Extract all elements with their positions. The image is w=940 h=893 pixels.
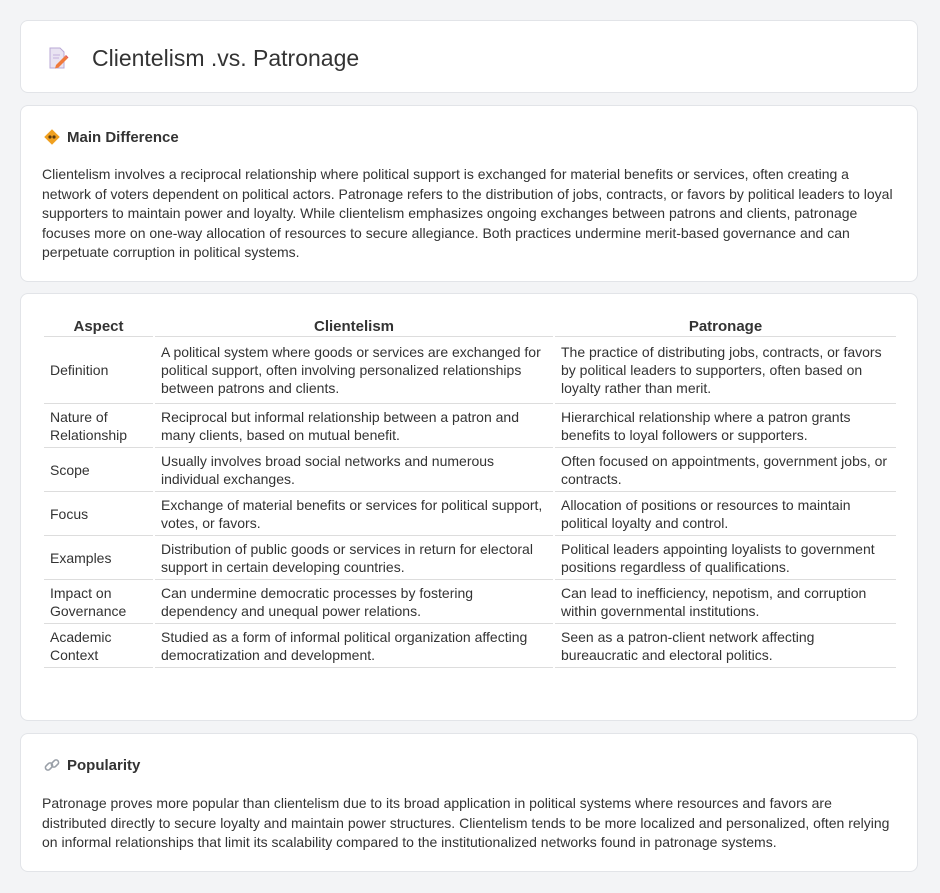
comparison-table-section <box>20 293 918 721</box>
diamond-badge-icon <box>43 128 61 146</box>
patronage-cell: Often focused on appointments, government jobs, or contracts. <box>555 448 896 492</box>
popularity-text: Patronage proves more popular than clientelism due to its broad application in political systems where resources and favors are distributed directly to secure loyalty and maintain power structures. Clientelism tends to be more localized and personalized, often relying on informal relationships that limit its scalability compared to the institutionalized networks found in patronage systems. <box>42 795 890 850</box>
clientelism-cell: Reciprocal but informal relationship between a patron and many clients, based on mutual benefit. <box>155 404 553 448</box>
main-difference-text: Clientelism involves a reciprocal relationship where political support is exchanged for material benefits or services, often creating a network of voters dependent on political actors. Patronage refers to the distribution of jobs, contracts, or favors by political leaders to loyal supporters to maintain power and loyalty. While clientelism emphasizes ongoing exchanges between patrons and clients, patronage focuses more on one-way allocation of resources to secure allegiance. Both practices undermine merit-based governance and can perpetuate corruption in political systems. <box>42 166 893 260</box>
aspect-cell: Examples <box>44 536 153 580</box>
aspect-cell: Academic Context <box>44 624 153 668</box>
popularity-section <box>20 733 918 872</box>
clientelism-cell: Studied as a form of informal political organization affecting democratization and development. <box>155 624 553 668</box>
patronage-cell: Seen as a patron-client network affecting bureaucratic and electoral politics. <box>555 624 896 668</box>
patronage-cell: Can lead to inefficiency, nepotism, and corruption within governmental institutions. <box>555 580 896 624</box>
table-row <box>44 536 896 580</box>
table-row <box>44 337 896 404</box>
aspect-cell: Definition <box>44 337 153 404</box>
title-card <box>20 20 918 93</box>
main-difference-heading: Main Difference <box>67 128 179 146</box>
popularity-heading: Popularity <box>67 756 141 774</box>
aspect-cell: Focus <box>44 492 153 536</box>
patronage-cell: Hierarchical relationship where a patron grants benefits to loyal followers or supporters. <box>555 404 896 448</box>
clientelism-cell: Distribution of public goods or services in return for electoral support in certain developing countries. <box>155 536 553 580</box>
clientelism-cell: A political system where goods or services are exchanged for political support, often involving personalized relationships between patrons and clients. <box>155 337 553 404</box>
table-row <box>44 492 896 536</box>
header-aspect: Aspect <box>44 315 153 337</box>
patronage-cell: Political leaders appointing loyalists to government positions regardless of qualifications. <box>555 536 896 580</box>
page-title: Clientelism .vs. Patronage <box>92 45 360 71</box>
header-clientelism: Clientelism <box>155 315 553 337</box>
aspect-cell: Impact on Governance <box>44 580 153 624</box>
table-row <box>44 404 896 448</box>
aspect-cell: Scope <box>44 448 153 492</box>
document-pencil-icon <box>47 46 69 70</box>
clientelism-cell: Usually involves broad social networks and numerous individual exchanges. <box>155 448 553 492</box>
clientelism-cell: Exchange of material benefits or services for political support, votes, or favors. <box>155 492 553 536</box>
patronage-cell: Allocation of positions or resources to maintain political loyalty and control. <box>555 492 896 536</box>
table-row <box>44 580 896 624</box>
patronage-cell: The practice of distributing jobs, contracts, or favors by political leaders to supporters, often based on loyalty rather than merit. <box>555 337 896 404</box>
table-header-row <box>44 315 896 337</box>
table-row <box>44 624 896 668</box>
comparison-table <box>42 315 898 668</box>
link-icon <box>43 756 61 774</box>
table-row <box>44 448 896 492</box>
aspect-cell: Nature of Relationship <box>44 404 153 448</box>
main-difference-section <box>20 105 918 282</box>
header-patronage: Patronage <box>555 315 896 337</box>
clientelism-cell: Can undermine democratic processes by fostering dependency and unequal power relations. <box>155 580 553 624</box>
